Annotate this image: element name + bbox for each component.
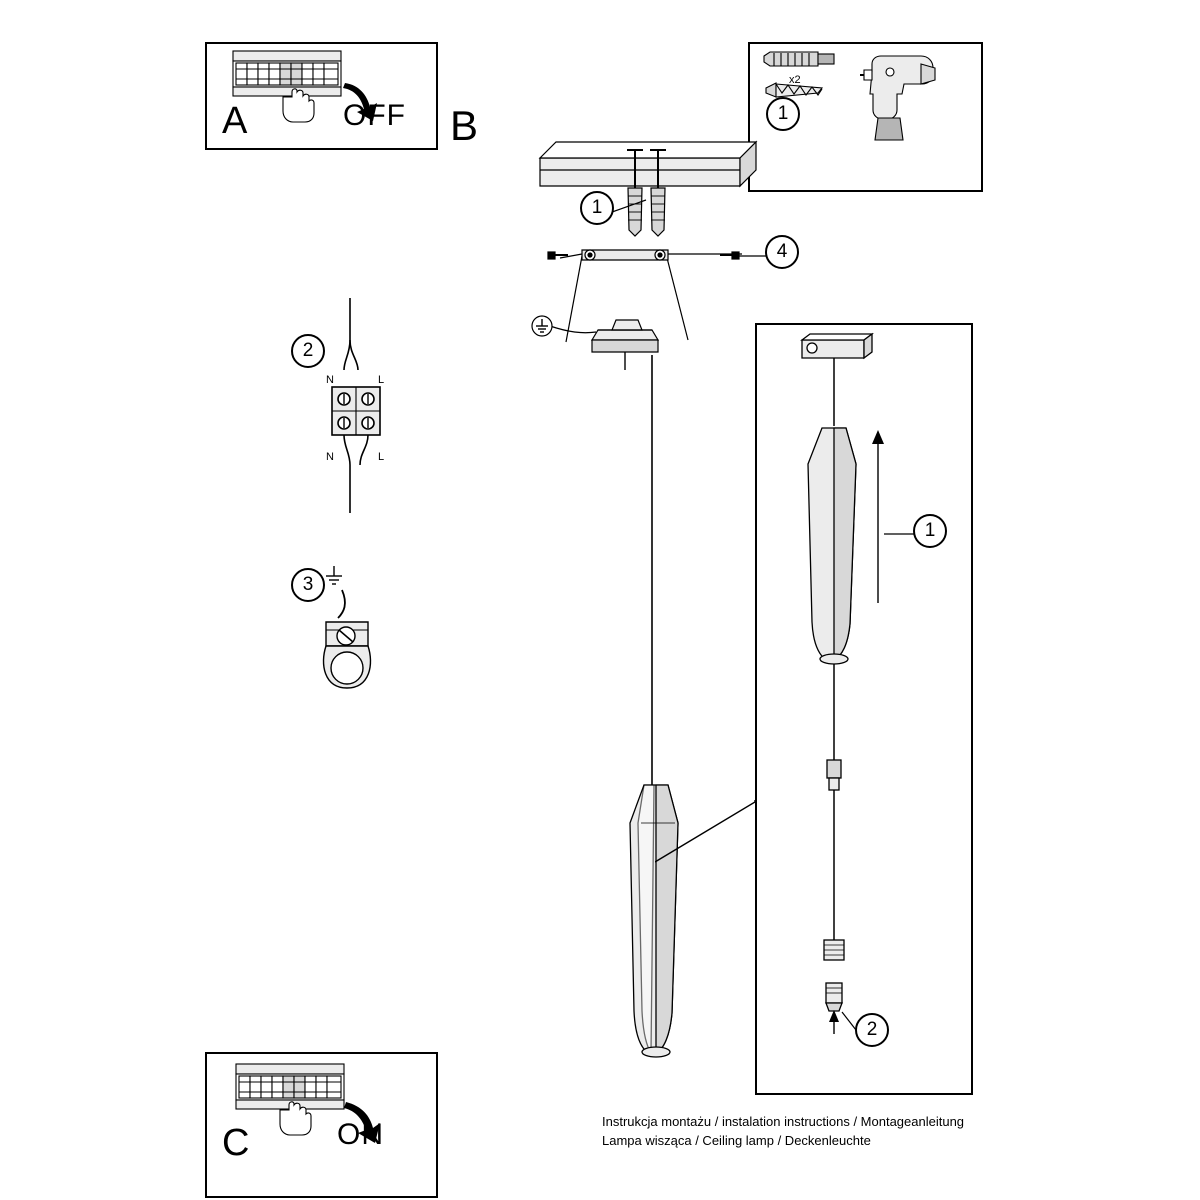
callout-canopy: 4 <box>765 235 799 269</box>
panel-c-label: ON <box>337 1118 384 1151</box>
detail-zoom-leader <box>655 800 765 875</box>
detail-box-artwork <box>760 328 970 1090</box>
pendant-lamp-main-artwork <box>600 355 750 1065</box>
footer-line-2: Lampa wisząca / Ceiling lamp / Deckenleuchte <box>602 1133 871 1148</box>
callout-lamp-body: 1 <box>913 514 947 548</box>
panel-c-letter: C <box>222 1122 250 1164</box>
earth-terminal-artwork <box>312 560 422 720</box>
tools-quantity-label: x2 <box>789 74 801 86</box>
terminal-label-n-top: N <box>326 374 334 386</box>
panel-a-letter: A <box>222 100 248 142</box>
panel-a-label: OFF <box>343 99 406 132</box>
callout-bulb-leader <box>838 1002 860 1036</box>
footer-line-1: Instrukcja montażu / instalation instructions / Montageanleitung <box>602 1114 965 1129</box>
callout-bulb: 2 <box>855 1013 889 1047</box>
tools-box-artwork <box>752 44 982 190</box>
panel-c-artwork <box>228 1058 388 1168</box>
callout-canopy-leader <box>734 250 768 266</box>
wiring-terminal-artwork <box>312 295 422 520</box>
callout-earth: 3 <box>291 568 325 602</box>
callout-lamp-body-leader <box>884 528 916 544</box>
terminal-label-l-top: L <box>378 374 385 386</box>
callout-ceiling-screw: 1 <box>580 191 614 225</box>
panel-a-artwork <box>225 45 385 145</box>
terminal-label-l-bottom: L <box>378 451 385 463</box>
panel-b-letter: B <box>450 102 479 149</box>
terminal-label-n-bottom: N <box>326 451 334 463</box>
callout-wiring: 2 <box>291 334 325 368</box>
callout-ceiling-screw-leader <box>612 196 652 222</box>
callout-tools: 1 <box>766 97 800 131</box>
